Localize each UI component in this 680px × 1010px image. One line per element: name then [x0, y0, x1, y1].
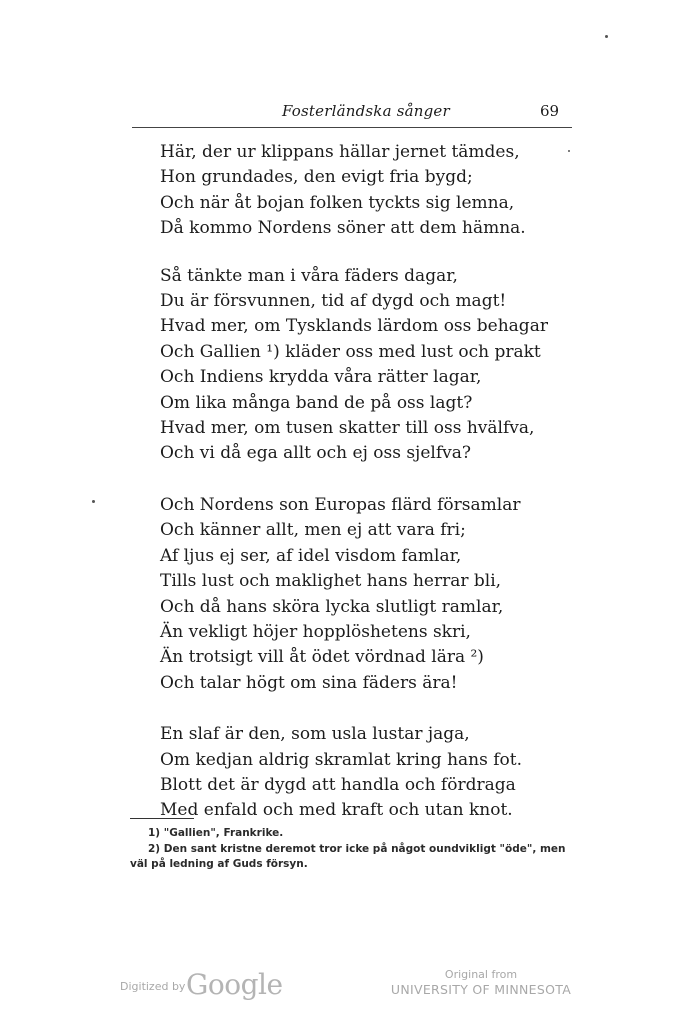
page-number: 69 [540, 102, 560, 120]
stanza-3 [160, 493, 580, 696]
poem-line: Och Indiens krydda våra rätter lagar, [160, 367, 482, 388]
original-from-watermark [386, 968, 576, 998]
stanza-2 [160, 264, 580, 467]
footnote-2: 2) Den sant kristne deremot tror icke på något oundvikligt "öde", men väl på ledning af Guds försyn. [130, 842, 566, 870]
running-title: Fosterländska sånger [282, 102, 450, 120]
digitized-by-watermark [120, 968, 320, 1008]
poem-line: Om kedjan aldrig skramlat kring hans fot. [160, 749, 523, 770]
scan-speck [605, 35, 608, 38]
poem-line: Tills lust och maklighet hans herrar bli, [160, 571, 502, 592]
google-logo: Google [186, 968, 283, 1001]
university-text: UNIVERSITY OF MINNESOTA [390, 982, 572, 997]
original-from-text: Original from [444, 968, 518, 981]
poem-line: Du är försvunnen, tid af dygd och magt! [160, 291, 507, 312]
poem-line: Och då hans sköra lycka slutligt ramlar, [160, 596, 504, 617]
poem-line: Hvad mer, om Tysklands lärdom oss behagar [160, 316, 548, 337]
poem-line: Och känner allt, men ej att vara fri; [160, 520, 466, 541]
poem-line: Och Gallien ¹) kläder oss med lust och prakt [160, 341, 541, 362]
poem-line: Så tänkte man i våra fäders dagar, [160, 265, 458, 286]
stanza-1 [160, 140, 580, 242]
digitized-by-text: Digitized by [120, 980, 186, 993]
poem-line: Hon grundades, den evigt fria bygd; [160, 167, 473, 188]
poem-line: Och när åt bojan folken tyckts sig lemna, [160, 192, 515, 213]
poem-line: Om lika många band de på oss lagt? [160, 392, 473, 413]
poem-line: Blott det är dygd att handla och fördraga [160, 774, 516, 795]
poem-line: Och Nordens son Europas flärd församlar [160, 494, 521, 515]
poem-line: Här, der ur klippans hällar jernet tämdes, [160, 142, 520, 162]
scan-speck [568, 150, 570, 152]
poem-line: Hvad mer, om tusen skatter till oss hvälfva, [160, 418, 535, 439]
poem-line: Af ljus ej ser, af idel visdom famlar, [160, 545, 462, 566]
stanza-4 [160, 722, 580, 824]
poem-line: Och talar högt om sina fäders ära! [160, 672, 458, 693]
poem [160, 140, 580, 824]
page-header [0, 102, 680, 122]
header-rule [132, 127, 572, 128]
footnote-rule [130, 818, 194, 819]
poem-line: Än vekligt höjer hopplöshetens skri, [160, 621, 471, 642]
footnotes [130, 826, 580, 873]
poem-line: Och vi då ega allt och ej oss sjelfva? [160, 443, 471, 464]
poem-line: Då kommo Nordens söner att dem hämna. [160, 218, 526, 239]
scan-speck [92, 500, 95, 503]
poem-line: En slaf är den, som usla lustar jaga, [160, 724, 470, 745]
poem-line: Med enfald och med kraft och utan knot. [160, 800, 513, 821]
poem-line: Än trotsigt vill åt ödet vördnad lära ²) [160, 647, 484, 668]
footnote-1: 1) "Gallien", Frankrike. [148, 827, 284, 839]
